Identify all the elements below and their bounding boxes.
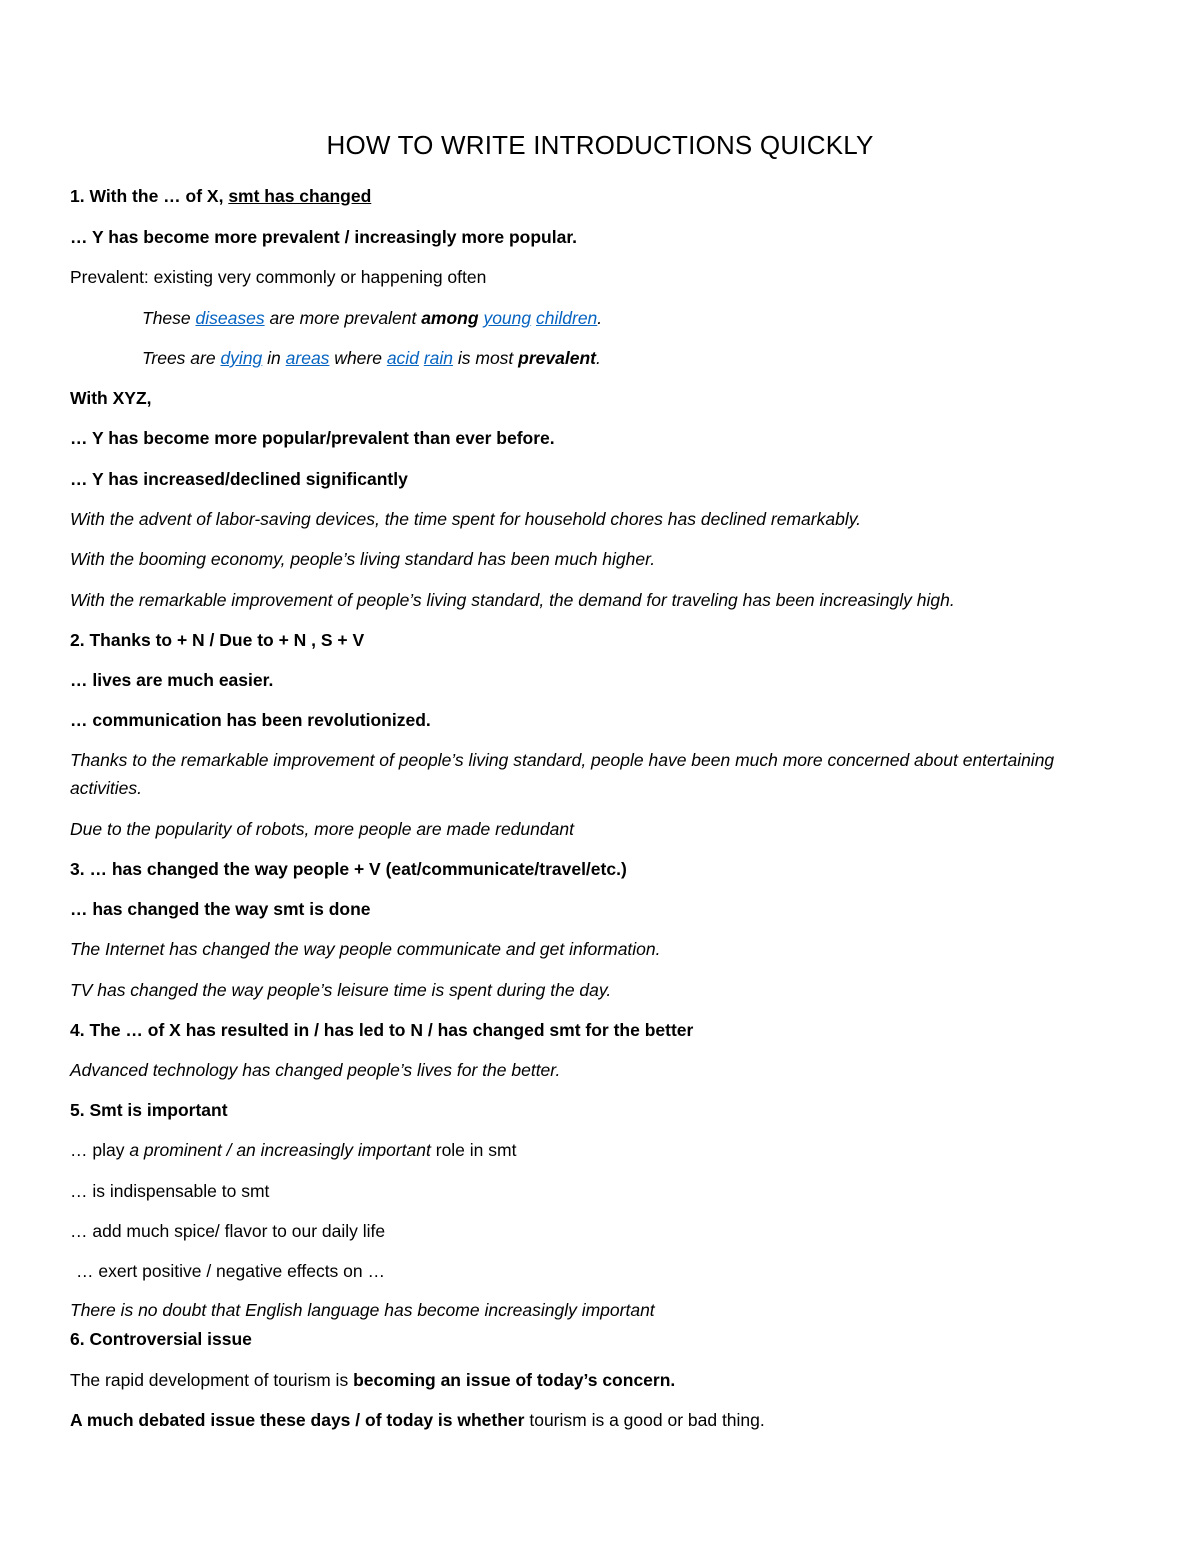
section-3-line-1: … has changed the way smt is done (70, 899, 371, 919)
section-2-line-1: … lives are much easier. (70, 670, 274, 690)
section-5-line-3: … add much spice/ flavor to our daily life (70, 1221, 386, 1241)
section-1-heading: 1. With the … of X, smt has changed (70, 186, 372, 206)
example-booming-economy: With the booming economy, people’s living standard has been much higher. (70, 549, 656, 569)
example-traveling-demand: With the remarkable improvement of people’s living standard, the demand for traveling has been increasingly high. (70, 590, 955, 610)
section-5-line-1: … play a prominent / an increasingly important role in smt (70, 1140, 517, 1160)
link-children[interactable]: children (536, 308, 598, 328)
section-3-heading: 3. … has changed the way people + V (eat/communicate/travel/etc.) (70, 859, 627, 879)
example-tv: TV has changed the way people’s leisure time is spent during the day. (70, 980, 612, 1000)
example-sentence-diseases: These diseases are more prevalent among young children. (142, 308, 603, 328)
section-1-line-3: … Y has increased/declined significantly (70, 469, 408, 489)
section-6-heading: 6. Controversial issue (70, 1329, 252, 1349)
section-1-line-2: … Y has become more popular/prevalent than ever before. (70, 428, 555, 448)
section-2-line-2: … communication has been revolutionized. (70, 710, 431, 730)
link-rain[interactable]: rain (423, 348, 453, 368)
section-5-line-4: … exert positive / negative effects on … (76, 1261, 386, 1281)
section-5-line-2: … is indispensable to smt (70, 1181, 270, 1201)
section-2-heading: 2. Thanks to + N / Due to + N , S + V (70, 630, 365, 650)
example-due-to: Due to the popularity of robots, more people are made redundant (70, 819, 574, 839)
link-dying[interactable]: dying (220, 348, 263, 368)
example-english-language: There is no doubt that English language has become increasingly important (70, 1300, 655, 1320)
link-areas[interactable]: areas (285, 348, 330, 368)
example-labor-saving: With the advent of labor-saving devices, the time spent for household chores has declined remarkably. (70, 509, 862, 529)
link-acid[interactable]: acid (386, 348, 419, 368)
prevalent-definition: Prevalent: existing very commonly or happening often (70, 267, 487, 287)
section-1-line-1: … Y has become more prevalent / increasingly more popular. (70, 227, 578, 247)
example-internet: The Internet has changed the way people communicate and get information. (70, 939, 661, 959)
section-5-heading: 5. Smt is important (70, 1100, 228, 1120)
section-6-line-2: A much debated issue these days / of today is whether tourism is a good or bad thing. (70, 1410, 765, 1430)
page-title: HOW TO WRITE INTRODUCTIONS QUICKLY (326, 130, 874, 160)
link-diseases[interactable]: diseases (195, 308, 265, 328)
section-6-line-1: The rapid development of tourism is becoming an issue of today’s concern. (70, 1370, 676, 1390)
example-advanced-technology: Advanced technology has changed people’s lives for the better. (70, 1060, 561, 1080)
link-young[interactable]: young (483, 308, 532, 328)
section-4-heading: 4. The … of X has resulted in / has led to N / has changed smt for the better (70, 1020, 694, 1040)
example-thanks-to: Thanks to the remarkable improvement of people’s living standard, people have been much more concerned about entertaining activities. (70, 750, 1055, 798)
example-sentence-trees: Trees are dying in areas where acid rain is most prevalent. (142, 348, 601, 368)
with-xyz-heading: With XYZ, (70, 388, 152, 408)
